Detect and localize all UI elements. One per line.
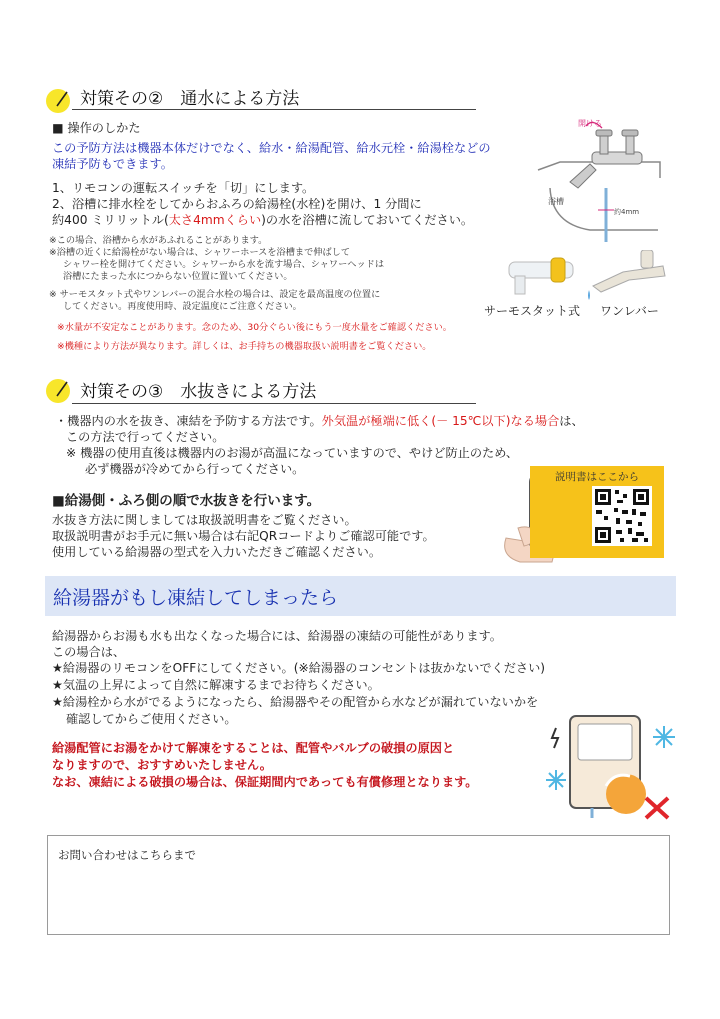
one-lever-label: ワンレバー xyxy=(600,304,659,318)
step-1: 1、リモコンの運転スイッチを「切」にします。 xyxy=(52,181,315,195)
drain-body-2: 取扱説明書がお手元に無い場合は右記QRコードよりご確認可能です。 xyxy=(52,529,435,543)
frozen-step-3-cont: 確認してからご使用ください。 xyxy=(66,712,237,726)
frozen-step-1: ★給湯器のリモコンをOFFにしてください。(※給湯器のコンセントは抜かないでください) xyxy=(52,661,546,675)
red-note-2: ※機種により方法が異なります。詳しくは、お手持ちの機器取扱い説明書をご覧ください。 xyxy=(57,341,432,352)
mixer-faucets-illustration xyxy=(505,250,675,302)
qr-label: 説明書はここから xyxy=(555,471,639,483)
frozen-water-heater-illustration xyxy=(544,712,679,822)
qr-code-icon[interactable] xyxy=(592,486,652,546)
contact-box xyxy=(47,835,670,935)
fig-tub-label: 浴槽 xyxy=(548,197,564,206)
warning-line-2: なりますので、おすすめいたしません。 xyxy=(52,758,272,772)
section3-line-2: この方法で行ってください。 xyxy=(66,430,225,444)
red-note-1: ※水量が不安定なことがあります。念のため、30分ぐらい後にもう一度水量をご確認ください。 xyxy=(57,322,452,333)
note-1: ※この場合、浴槽から水があふれることがあります。 xyxy=(49,235,268,246)
section3-underline xyxy=(72,403,476,404)
bath-faucet-illustration xyxy=(530,118,670,246)
frozen-step-3: ★給湯栓から水がでるようになったら、給湯器やその配管から水などが漏れていないかを xyxy=(52,695,539,709)
drain-heading: ■給湯側・ふろ側の順で水抜きを行います。 xyxy=(52,493,321,509)
fig-open-label: 開ける xyxy=(578,119,602,128)
drain-body-3: 使用している給湯器の型式を入力いただきご確認ください。 xyxy=(52,545,382,559)
temperature-warning: 外気温が極端に低く(－ 15℃以下)なる場合 xyxy=(321,414,560,428)
note-3-line-1: ※ サーモスタット式やワンレバーの混合水栓の場合は、設定を最高温度の位置に xyxy=(49,289,381,300)
intro-line-1: この予防方法は機器本体だけでなく、給水・給湯配管、給水元栓・給湯栓などの xyxy=(52,141,491,155)
step-2-highlight: 太さ4mmくらい xyxy=(168,213,262,227)
manual-qr-panel[interactable] xyxy=(530,466,664,558)
frozen-step-2: ★気温の上昇によって自然に解凍するまでお待ちください。 xyxy=(52,678,380,692)
section2-underline xyxy=(72,109,476,110)
section3-title: 対策その③ 水抜きによる方法 xyxy=(80,382,317,402)
highlight-marker-icon xyxy=(45,374,75,404)
warning-line-3: なお、凍結による破損の場合は、保証期間内であっても有償修理となります。 xyxy=(52,775,478,789)
section3-line-1: ・機器内の水を抜き、凍結を予防する方法です。外気温が極端に低く(－ 15℃以下)なる場合は、 xyxy=(55,414,584,428)
note-2-line-2: シャワー栓を開けてください。シャワーから水を流す場合、シャワーヘッドは xyxy=(63,259,385,270)
note-2-line-1: ※浴槽の近くに給湯栓がない場合は、シャワーホースを浴槽まで伸ばして xyxy=(49,247,351,258)
highlight-marker-icon xyxy=(45,84,75,114)
frozen-para-1: 給湯器からお湯も水も出なくなった場合には、給湯器の凍結の可能性があります。 xyxy=(52,629,502,643)
contact-label: お問い合わせはこちらまで xyxy=(58,848,196,862)
snowflake-icon xyxy=(653,726,675,748)
step-2-line-1: 2、浴槽に排水栓をしてからおふろの給湯栓(水栓)を開け、1 分間に xyxy=(52,197,422,211)
drain-body-1: 水抜き方法に関しましては取扱説明書をご覧ください。 xyxy=(52,513,357,527)
note-3-line-2: してください。再度使用時、設定温度にご注意ください。 xyxy=(63,301,302,312)
operation-heading: ■ 操作のしかた xyxy=(52,121,141,135)
frozen-banner xyxy=(45,576,676,616)
intro-line-2: 凍結予防もできます。 xyxy=(52,157,173,171)
thermostat-label: サーモスタット式 xyxy=(484,304,581,318)
fig-4mm-label: 約4mm xyxy=(614,208,640,216)
frozen-para-2: この場合は、 xyxy=(52,645,126,659)
snowflake-icon xyxy=(546,770,566,790)
warning-line-1: 給湯配管にお湯をかけて解凍をすることは、配管やバルブの破損の原因と xyxy=(52,741,455,755)
frozen-banner-title: 給湯器がもし凍結してしまったら xyxy=(53,587,339,609)
section2-title: 対策その② 通水による方法 xyxy=(80,89,300,109)
step-2-line-2: 約400 ミリリットル(太さ4mmくらい)の水を浴槽に流しておいてください。 xyxy=(52,213,474,227)
section3-line-3: ※ 機器の使用直後は機器内のお湯が高温になっていますので、やけど防止のため、 xyxy=(66,446,519,460)
section3-line-4: 必ず機器が冷めてから行ってください。 xyxy=(85,462,305,476)
note-2-line-3: 浴槽にたまった水につからない位置に置いてください。 xyxy=(63,271,293,282)
